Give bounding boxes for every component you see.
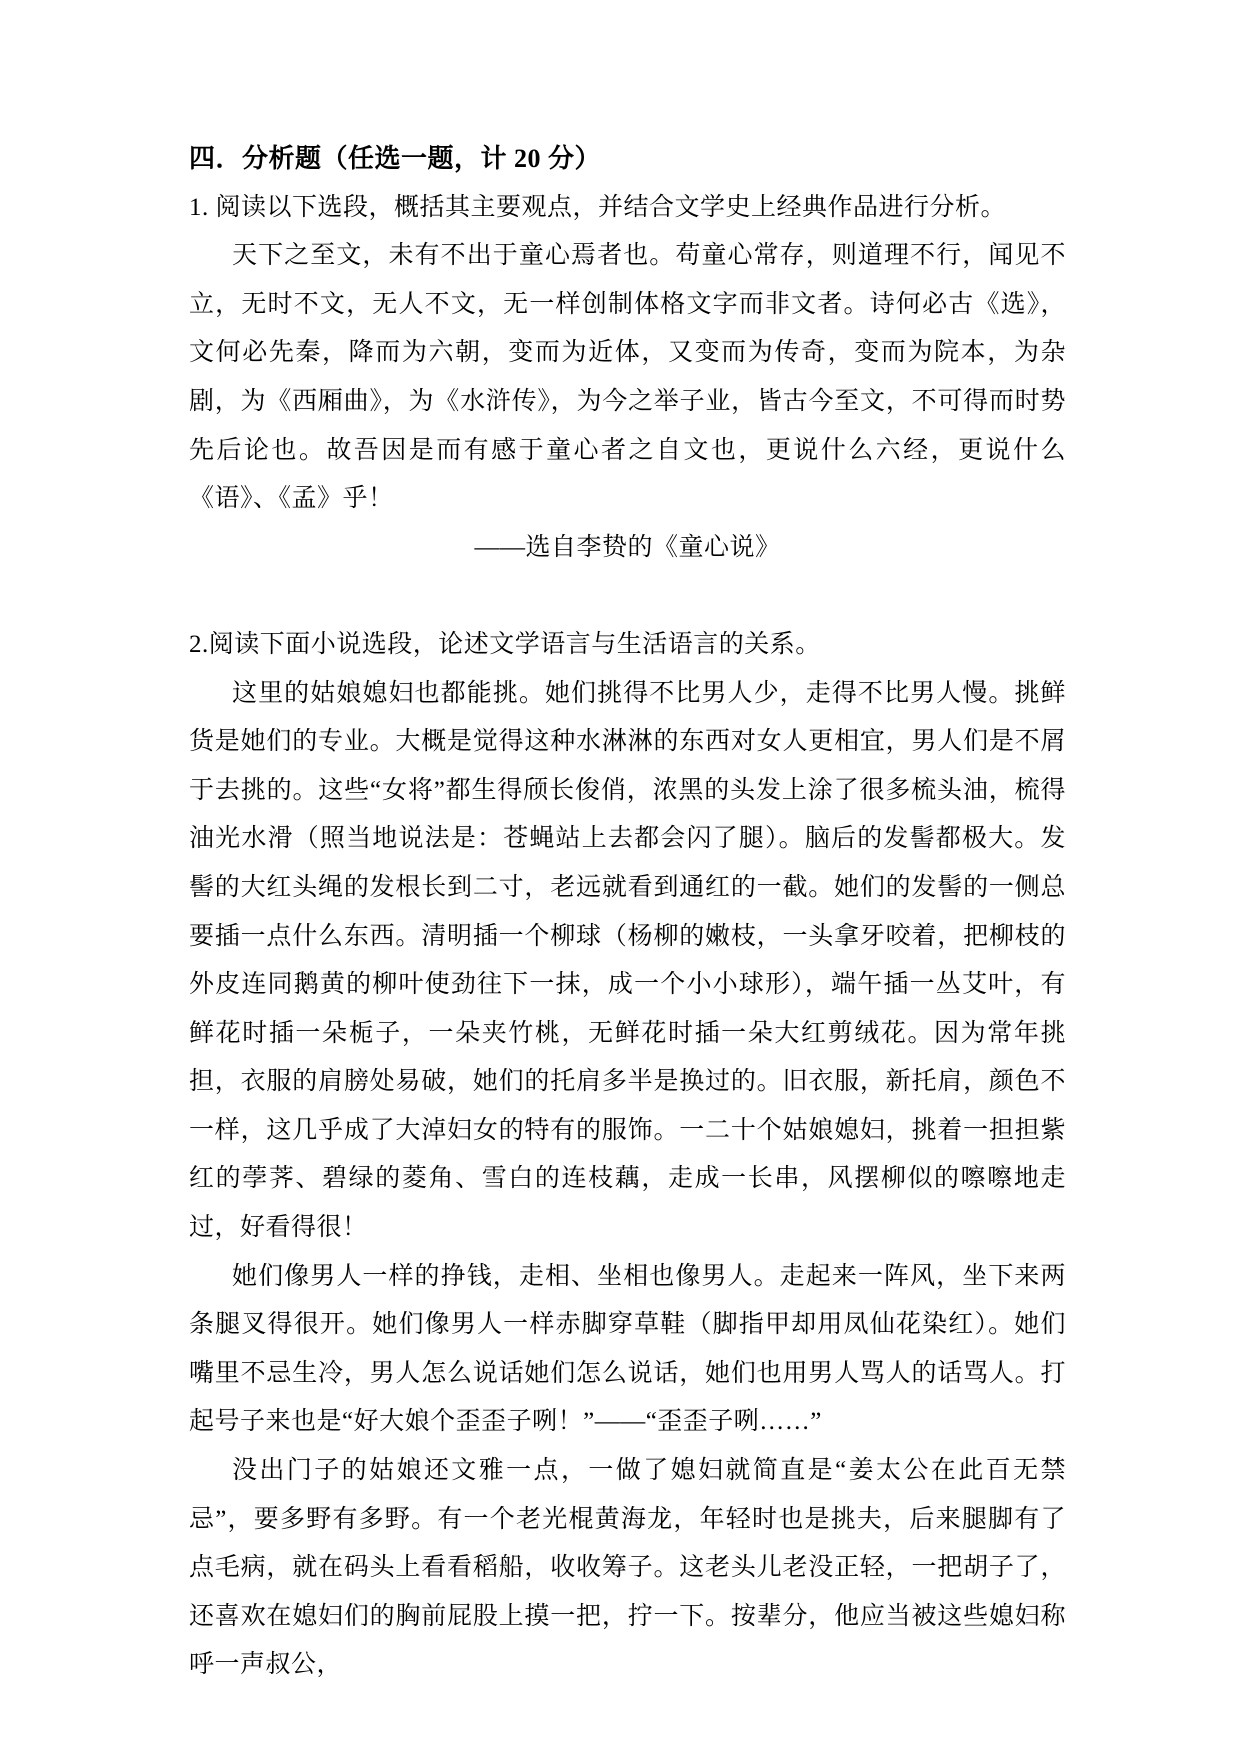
question-2-paragraph-2: 她们像男人一样的挣钱，走相、坐相也像男人。走起来一阵风，坐下来两条腿叉得很开。她们像男人一样赤脚穿草鞋（脚指甲却用凤仙花染红）。她们嘴里不忌生冷，男人怎么说话她们怎么说话，她们也用男人骂人的话骂人。打起号子来也是“好大娘个歪歪子咧！”——“歪歪子咧……” [189, 1262, 1066, 1436]
document-page [189, 135, 1066, 1690]
question-2-paragraph-1: 这里的姑娘媳妇也都能挑。她们挑得不比男人少，走得不比男人慢。挑鲜货是她们的专业。大概是觉得这种水淋淋的东西对女人更相宜，男人们是不屑于去挑的。这些“女将”都生得颀长俊俏，浓黑的头发上涂了很多梳头油，梳得油光水滑（照当地说法是：苍蝇站上去都会闪了腿）。脑后的发髻都极大。发髻的大红头绳的发根长到二寸，老远就看到通红的一截。她们的发髻的一侧总要插一点什么东西。清明插一个柳球（杨柳的嫩枝，一头拿牙咬着，把柳枝的外皮连同鹅黄的柳叶使劲往下一抹，成一个小小球形），端午插一丛艾叶，有鲜花时插一朵栀子，一朵夹竹桃，无鲜花时插一朵大红剪绒花。因为常年挑担，衣服的肩膀处易破，她们的托肩多半是换过的。旧衣服，新托肩，颜色不一样，这几乎成了大淖妇女的特有的服饰。一二十个姑娘媳妇，挑着一担担紫红的荸荠、碧绿的菱角、雪白的连枝藕，走成一长串，风摆柳似的嚓嚓地走过，好看得很！ [189, 679, 1066, 1242]
question-1-prompt: 1. 阅读以下选段，概括其主要观点，并结合文学史上经典作品进行分析。 [189, 193, 1007, 221]
question-2-paragraph-3: 没出门子的姑娘还文雅一点，一做了媳妇就简直是“姜太公在此百无禁忌”，要多野有多野。有一个老光棍黄海龙，年轻时也是挑夫，后来腿脚有了点毛病，就在码头上看看稻船，收收筹子。这老头儿老没正轻，一把胡子了，还喜欢在媳妇们的胸前屁股上摸一把，拧一下。按辈分，他应当被这些媳妇称呼一声叔公， [189, 1457, 1066, 1679]
question-1-excerpt: 天下之至文，未有不出于童心焉者也。苟童心常存，则道理不行，闻见不立，无时不文，无人不文，无一样创制体格文字而非文者。诗何必古《选》，文何必先秦，降而为六朝，变而为近体，又变而为传奇，变而为院本，为杂剧，为《西厢曲》，为《水浒传》，为今之举子业，皆古今至文，不可得而时势先后论也。故吾因是而有感于童心者之自文也，更说什么六经，更说什么《语》、《孟》乎！ [189, 242, 1066, 513]
question-2-prompt: 2.阅读下面小说选段，论述文学语言与生活语言的关系。 [189, 630, 821, 658]
section-heading: 四．分析题（任选一题，计 20 分） [189, 144, 602, 173]
question-1-attribution: ——选自李贽的《童心说》 [474, 533, 781, 561]
